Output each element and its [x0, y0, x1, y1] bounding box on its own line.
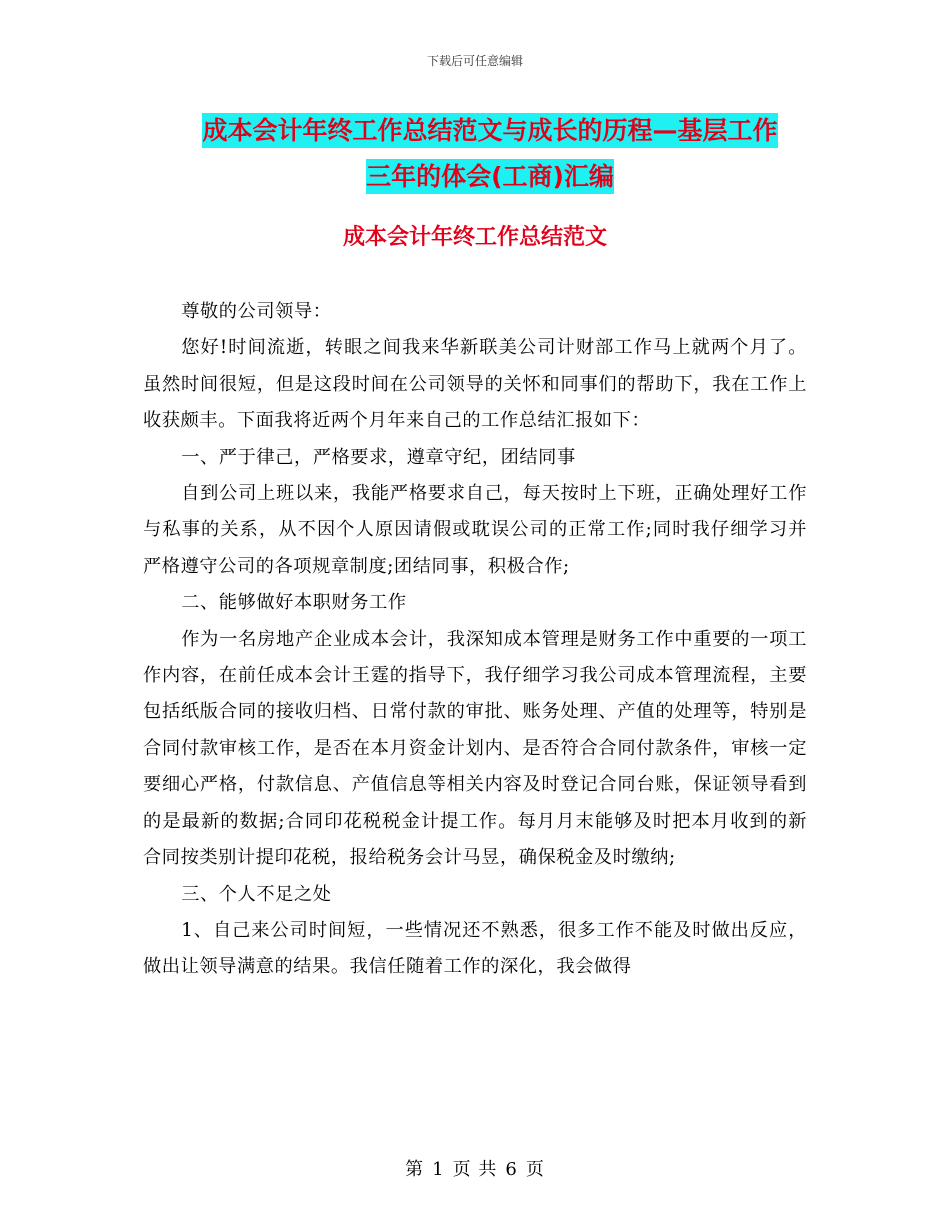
heading-two: 二、能够做好本职财务工作: [181, 592, 407, 614]
footer-mid: 页 共: [452, 1159, 498, 1180]
page-total: 6: [505, 1159, 518, 1180]
salutation: 尊敬的公司领导：: [181, 301, 332, 322]
heading-three: 三、个人不足之处: [181, 883, 332, 905]
footer-prefix: 第: [405, 1159, 425, 1180]
heading-one: 一、严于律己，严格要求，遵章守纪，团结同事: [181, 446, 576, 468]
paragraph: 您好!时间流逝，转眼之间我来华新联美公司计财部工作马上就两个月了。虽然时间很短，但是这段时间在公司领导的关怀和同事们的帮助下，我在工作上收获颇丰。下面我将近两个月年来自己的工作总结汇报如下：: [143, 337, 807, 432]
footer-suffix: 页: [525, 1159, 545, 1180]
page-header-note: 下载后可任意编辑: [426, 54, 523, 68]
document-body: [143, 294, 807, 986]
title-line-2: 三年的体会(工商)汇编: [366, 159, 614, 194]
page-footer: [0, 1155, 950, 1181]
section-title: 成本会计年终工作总结范文: [342, 225, 607, 250]
paragraph: 1、自己来公司时间短，一些情况还不熟悉，很多工作不能及时做出反应，做出让领导满意的结果。我信任随着工作的深化，我会做得: [143, 919, 807, 978]
document-title: [140, 108, 840, 200]
paragraph: 自到公司上班以来，我能严格要求自己，每天按时上下班，正确处理好工作与私事的关系，从不因个人原因请假或耽误公司的正常工作;同时我仔细学习并严格遵守公司的各项规章制度;团结同事，积极合作;: [143, 483, 807, 577]
page-current: 1: [432, 1159, 445, 1180]
paragraph: 作为一名房地产企业成本会计，我深知成本管理是财务工作中重要的一项工作内容，在前任成本会计王霆的指导下，我仔细学习我公司成本管理流程，主要包括纸版合同的接收归档、日常付款的审批、账务处理、产值的处理等，特别是合同付款审核工作，是否在本月资金计划内、是否符合合同付款条件，审核一定要细心严格，付款信息、产值信息等相关内容及时登记合同台账，保证领导看到的是最新的数据;合同印花税税金计提工作。每月月末能够及时把本月收到的新合同按类别计提印花税，报给税务会计马昱，确保税金及时缴纳;: [143, 628, 807, 869]
title-line-1: 成本会计年终工作总结范文与成长的历程—基层工作: [202, 113, 777, 148]
